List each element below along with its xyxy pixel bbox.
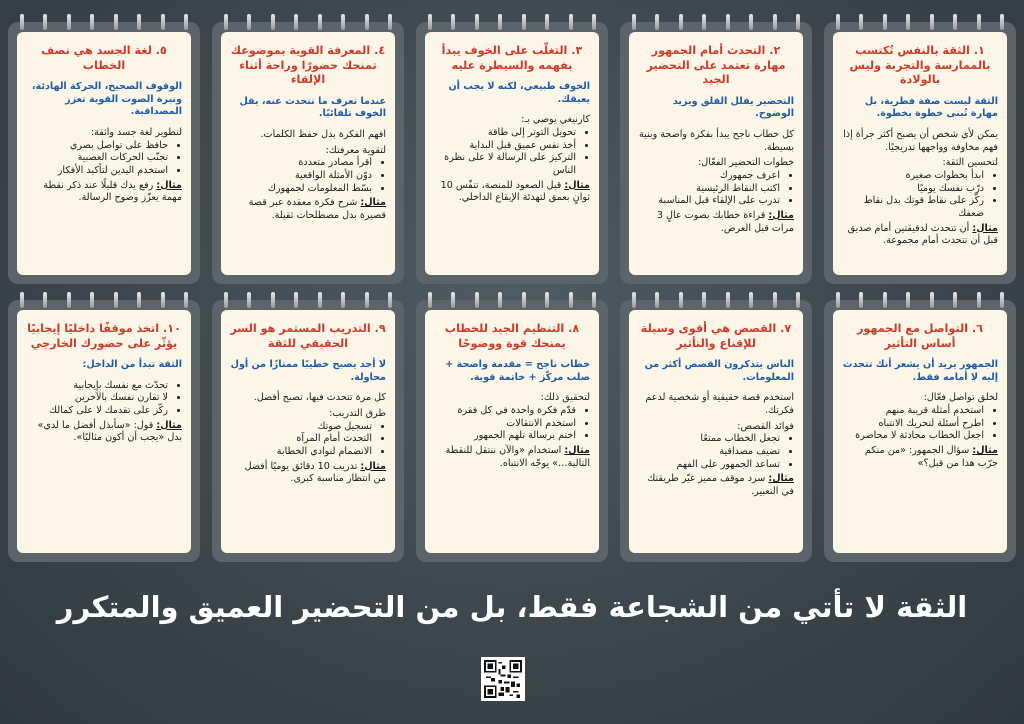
card-list-item: • تضيف مصداقية xyxy=(638,446,780,459)
binder-ring-icon xyxy=(702,292,706,308)
binder-ring-icon xyxy=(475,14,479,30)
card-list-label: لتقوية معرفتك: xyxy=(325,144,386,156)
card-paper xyxy=(425,32,599,275)
card-list xyxy=(638,170,794,208)
binder-ring-icon xyxy=(294,292,298,308)
binder-ring-icon xyxy=(498,292,502,308)
binder-ring-icon xyxy=(569,292,573,308)
card-paper xyxy=(221,310,395,553)
binder-ring-icon xyxy=(20,14,24,30)
binder-ring-icon xyxy=(749,14,753,30)
card-example-text: أن تتحدث لدقيقتين أمام صديق قبل أن تتحدث أمام مجموعة. xyxy=(847,222,998,247)
card-title: ٢. التحدث أمام الجمهور مهارة تعتمد على التحضير الجيد xyxy=(646,44,786,87)
card-example-label: مثال: xyxy=(156,179,182,191)
card-list-item: • حافظ على تواصل بصري xyxy=(26,140,168,153)
binder-ring-icon xyxy=(114,292,118,308)
card-paper xyxy=(17,310,191,553)
binder-ring-icon xyxy=(475,292,479,308)
binder-ring-icon xyxy=(632,292,636,308)
binder-rings xyxy=(428,14,596,30)
card-example-label: مثال: xyxy=(360,197,386,209)
card-4 xyxy=(212,22,404,284)
binder-ring-icon xyxy=(271,292,275,308)
card-1 xyxy=(824,22,1016,284)
card-paragraph: كل مرة تتحدث فيها، تصبح أفضل. xyxy=(253,392,386,404)
card-intro: لا أحد يصبح خطيبًا ممتازًا من أول محاولة. xyxy=(230,359,386,383)
binder-ring-icon xyxy=(43,14,47,30)
card-title: ٥. لغة الجسد هي نصف الخطاب xyxy=(41,44,167,72)
binder-ring-icon xyxy=(114,14,118,30)
card-list xyxy=(26,140,182,178)
card-7 xyxy=(620,300,812,562)
card-example xyxy=(26,420,182,445)
binder-ring-icon xyxy=(953,292,957,308)
binder-ring-icon xyxy=(428,292,432,308)
card-list-item: • اكتب النقاط الرئيسية xyxy=(638,183,780,196)
binder-ring-icon xyxy=(773,14,777,30)
card-list-item: • تحويل التوتر إلى طاقة xyxy=(434,127,576,140)
binder-ring-icon xyxy=(569,14,573,30)
card-list-item: • ابدأ بخطوات صغيرة xyxy=(842,170,984,183)
card-example-text: قول: «سأبذل أفضل ما لدي» بدل «يجب أن أكون مثاليًا». xyxy=(37,419,182,444)
card-list-item: • استخدم الانتقالات xyxy=(434,418,576,431)
binder-rings xyxy=(632,14,800,30)
card-list-item: • استخدم أمثلة قريبة منهم xyxy=(842,405,984,418)
binder-ring-icon xyxy=(859,14,863,30)
binder-rings xyxy=(20,14,188,30)
binder-ring-icon xyxy=(773,292,777,308)
card-example-text: رفع يدك قليلًا عند ذكر نقطة مهمة يعزّز وضوح الرسالة. xyxy=(43,179,182,204)
card-title: ٩. التدريب المستمر هو السر الحقيقي للثقة xyxy=(230,322,386,350)
card-list-item: • الانضمام لنوادي الخطابة xyxy=(230,446,372,459)
binder-ring-icon xyxy=(388,292,392,308)
card-intro: الخوف طبيعي، لكنه لا يجب أن يعيقك. xyxy=(448,81,590,105)
card-list xyxy=(842,405,998,443)
binder-ring-icon xyxy=(977,14,981,30)
binder-ring-icon xyxy=(318,14,322,30)
card-list-item: • اختم برسالة تلهم الجمهور xyxy=(434,430,576,443)
card-list-item: • تحدّث مع نفسك بإيجابية xyxy=(26,380,168,393)
card-list-item: • اطرح أسئلة لتحريك الانتباه xyxy=(842,418,984,431)
card-title: ١. الثقة بالنفس تُكتسب بالممارسة والتجربة وليس بالولادة xyxy=(849,44,991,87)
binder-rings xyxy=(836,14,1004,30)
binder-ring-icon xyxy=(796,292,800,308)
binder-ring-icon xyxy=(883,292,887,308)
binder-ring-icon xyxy=(592,292,596,308)
binder-ring-icon xyxy=(726,14,730,30)
card-list-item: • تدرب على الإلقاء قبل المناسبة xyxy=(638,195,780,208)
card-intro: الثقة ليست صفة فطرية، بل مهارة تُبنى خطوة بخطوة. xyxy=(864,95,998,120)
card-list-label: لتطوير لغة جسد واثقة: xyxy=(90,127,182,139)
card-paper xyxy=(221,32,395,275)
binder-rings xyxy=(20,292,188,308)
card-paper xyxy=(629,310,803,553)
binder-ring-icon xyxy=(522,292,526,308)
card-example xyxy=(434,445,590,470)
binder-ring-icon xyxy=(365,292,369,308)
card-intro: عندما تعرف ما تتحدث عنه، يقل الخوف تلقائيًا. xyxy=(239,95,386,120)
card-paragraph: كل خطاب ناجح يبدأ بفكرة واضحة وبنية بسيطة. xyxy=(638,129,794,153)
binder-ring-icon xyxy=(451,14,455,30)
qr-code-icon xyxy=(481,657,525,701)
binder-ring-icon xyxy=(224,292,228,308)
card-list-item: • لا تقارن نفسك بالآخرين xyxy=(26,392,168,405)
card-paragraph: يمكن لأي شخص أن يصبح أكثر جرأة إذا فهم مخاوفه وواجهها تدريجيًا. xyxy=(843,129,998,153)
binder-ring-icon xyxy=(859,292,863,308)
card-example-label: مثال: xyxy=(972,222,998,234)
binder-ring-icon xyxy=(906,292,910,308)
binder-ring-icon xyxy=(906,14,910,30)
binder-ring-icon xyxy=(726,292,730,308)
card-9 xyxy=(212,300,404,562)
card-intro: الثقة تبدأ من الداخل: xyxy=(82,359,182,371)
binder-ring-icon xyxy=(161,292,165,308)
card-example-text: تدريب 10 دقائق يوميًا أفضل من انتظار مناسبة كبرى. xyxy=(244,460,386,485)
card-list xyxy=(26,380,182,418)
card-list xyxy=(434,405,590,443)
binder-ring-icon xyxy=(702,14,706,30)
binder-ring-icon xyxy=(428,14,432,30)
card-intro: التحضير يقلل القلق ويزيد الوضوح. xyxy=(672,95,794,120)
card-example-label: مثال: xyxy=(564,179,590,191)
binder-ring-icon xyxy=(271,14,275,30)
binder-ring-icon xyxy=(184,292,188,308)
card-paragraph: افهم الفكرة بدل حفظ الكلمات. xyxy=(260,129,386,140)
binder-rings xyxy=(224,292,392,308)
binder-ring-icon xyxy=(522,14,526,30)
binder-rings xyxy=(836,292,1004,308)
binder-ring-icon xyxy=(977,292,981,308)
binder-ring-icon xyxy=(90,14,94,30)
card-intro: الوقوف الصحيح، الحركة الهادئة، ونبرة الصوت القوية تعزز المصداقية. xyxy=(31,81,182,118)
card-title: ٣. التغلّب على الخوف يبدأ بفهمه والسيطرة عليه xyxy=(441,44,583,72)
card-list xyxy=(434,127,590,178)
card-list xyxy=(842,170,998,221)
binder-ring-icon xyxy=(365,14,369,30)
binder-ring-icon xyxy=(247,292,251,308)
card-example-label: مثال: xyxy=(768,209,794,221)
binder-ring-icon xyxy=(341,292,345,308)
card-example-label: مثال: xyxy=(360,460,386,472)
card-list-item: • التركيز على الرسالة لا على نظرة الناس xyxy=(434,152,576,177)
binder-ring-icon xyxy=(451,292,455,308)
binder-ring-icon xyxy=(953,14,957,30)
binder-ring-icon xyxy=(498,14,502,30)
card-list-label: لتحسين الثقة: xyxy=(942,157,998,169)
card-title: ٧. القصص هي أقوى وسيلة للإقناع والتأثير xyxy=(640,322,792,350)
card-list-item: • اعرف جمهورك xyxy=(638,170,780,183)
card-example-text: سؤال الجمهور: «من منكم جرّب هذا من قبل؟» xyxy=(864,445,998,469)
binder-ring-icon xyxy=(247,14,251,30)
binder-ring-icon xyxy=(1000,292,1004,308)
card-3 xyxy=(416,22,608,284)
card-example xyxy=(230,197,386,222)
card-paragraph: استخدم قصة حقيقية أو شخصية لدعم فكرتك. xyxy=(645,392,794,417)
card-intro: الجمهور يريد أن يشعر أنك تتحدث إليه لا أمامه فقط. xyxy=(842,359,998,383)
card-list-item: • ركّز على تقدمك لا على كمالك xyxy=(26,405,168,418)
card-title: ٦. التواصل مع الجمهور أساس التأثير xyxy=(856,322,984,350)
card-title: ٤. المعرفة القوية بموضوعك تمنحك حضورًا وراحة أثناء الإلقاء xyxy=(230,44,386,87)
card-intro: الناس يتذكرون القصص أكثر من المعلومات. xyxy=(644,359,794,383)
card-example xyxy=(842,445,998,470)
binder-ring-icon xyxy=(655,14,659,30)
binder-ring-icon xyxy=(161,14,165,30)
card-example-label: مثال: xyxy=(564,445,590,457)
card-list-item: • تسجيل صوتك xyxy=(230,421,372,434)
card-paper xyxy=(629,32,803,275)
card-example-label: مثال: xyxy=(768,473,794,485)
binder-ring-icon xyxy=(679,14,683,30)
card-title: ١٠. اتخذ موقفًا داخليًا إيجابيًا يؤثّر على حضورك الخارجي xyxy=(27,322,181,350)
binder-ring-icon xyxy=(655,292,659,308)
card-example-label: مثال: xyxy=(156,419,182,431)
binder-ring-icon xyxy=(930,292,934,308)
card-10 xyxy=(8,300,200,562)
binder-rings xyxy=(428,292,596,308)
card-example xyxy=(638,210,794,235)
binder-ring-icon xyxy=(294,14,298,30)
binder-ring-icon xyxy=(796,14,800,30)
binder-ring-icon xyxy=(67,292,71,308)
card-example xyxy=(638,473,794,498)
card-list-item: • درّب نفسك يوميًا xyxy=(842,183,984,196)
binder-ring-icon xyxy=(592,14,596,30)
cards-grid xyxy=(8,22,1016,562)
card-list-label: لتحقيق ذلك: xyxy=(540,392,590,404)
binder-ring-icon xyxy=(184,14,188,30)
card-example xyxy=(230,461,386,486)
card-list xyxy=(230,157,386,195)
binder-ring-icon xyxy=(749,292,753,308)
card-list-label: كارنيغي يوصي بـ: xyxy=(521,114,590,126)
card-list-item: • التحدث أمام المرآة xyxy=(230,433,372,446)
card-example-text: قبل الصعود للمنصة، تنفّس 10 ثوانٍ بعمق لتهدئة الإيقاع الداخلي. xyxy=(440,179,590,204)
card-list-item: • اقرأ مصادر متعددة xyxy=(230,157,372,170)
footer-slogan: الثقة لا تأتي من الشجاعة فقط، بل من التحضير العميق والمتكرر xyxy=(56,590,968,624)
binder-ring-icon xyxy=(1000,14,1004,30)
card-paper xyxy=(833,310,1007,553)
card-paper xyxy=(425,310,599,553)
card-title: ٨. التنظيم الجيد للخطاب يمنحك قوة ووضوحًا xyxy=(444,322,580,350)
binder-ring-icon xyxy=(545,14,549,30)
card-list-item: • تجعل الخطاب ممتعًا xyxy=(638,433,780,446)
card-example-text: استخدام «والآن ننتقل للنقطة التالية…» يوجّه الانتباه. xyxy=(445,445,590,469)
card-8 xyxy=(416,300,608,562)
card-paper xyxy=(17,32,191,275)
card-example xyxy=(434,180,590,205)
binder-ring-icon xyxy=(388,14,392,30)
binder-ring-icon xyxy=(545,292,549,308)
card-example-label: مثال: xyxy=(972,445,998,457)
card-6 xyxy=(824,300,1016,562)
card-example xyxy=(842,223,998,248)
binder-rings xyxy=(632,292,800,308)
card-list-item: • قدّم فكرة واحدة في كل فقرة xyxy=(434,405,576,418)
card-list-item: • بسّط المعلومات لجمهورك xyxy=(230,183,372,196)
card-list-item: • دوّن الأمثلة الواقعية xyxy=(230,170,372,183)
card-intro: خطاب ناجح = مقدمة واضحة + صلب مركّز + خاتمة قوية. xyxy=(445,359,590,383)
binder-ring-icon xyxy=(632,14,636,30)
binder-ring-icon xyxy=(90,292,94,308)
card-list xyxy=(230,421,386,459)
binder-ring-icon xyxy=(836,292,840,308)
card-list xyxy=(638,433,794,471)
card-list-item: • ركّز على نقاط قوتك بدل نقاط ضعفك xyxy=(842,195,984,220)
card-list-label: طرق التدريب: xyxy=(329,408,386,420)
card-example-text: شرح فكرة معقدة عبر قصة قصيرة بدل مصطلحات ثقيلة. xyxy=(248,197,386,221)
binder-ring-icon xyxy=(67,14,71,30)
card-list-item: • تجنّب الحركات العصبية xyxy=(26,152,168,165)
card-2 xyxy=(620,22,812,284)
binder-ring-icon xyxy=(137,292,141,308)
binder-rings xyxy=(224,14,392,30)
binder-ring-icon xyxy=(318,292,322,308)
card-example-text: قراءة خطابك بصوت عالٍ 3 مرات قبل العرض. xyxy=(656,209,794,234)
binder-ring-icon xyxy=(883,14,887,30)
card-paper xyxy=(833,32,1007,275)
card-5 xyxy=(8,22,200,284)
card-list-label: خطوات التحضير الفعّال: xyxy=(698,157,794,169)
binder-ring-icon xyxy=(20,292,24,308)
binder-ring-icon xyxy=(43,292,47,308)
card-list-item: • اجعل الخطاب محادثة لا محاضرة xyxy=(842,430,984,443)
binder-ring-icon xyxy=(679,292,683,308)
card-list-label: لخلق تواصل فعّال: xyxy=(923,392,998,404)
card-list-label: فوائد القصص: xyxy=(737,420,794,432)
binder-ring-icon xyxy=(836,14,840,30)
binder-ring-icon xyxy=(930,14,934,30)
card-list-item: • أخذ نفس عميق قبل البداية xyxy=(434,140,576,153)
card-example xyxy=(26,180,182,205)
binder-ring-icon xyxy=(224,14,228,30)
card-list-item: • تساعد الجمهور على الفهم xyxy=(638,459,780,472)
card-example-text: سرد موقف مميز غيّر طريقتك في التعبير. xyxy=(647,473,794,498)
card-list-item: • استخدم اليدين لتأكيد الأفكار xyxy=(26,165,168,178)
binder-ring-icon xyxy=(341,14,345,30)
binder-ring-icon xyxy=(137,14,141,30)
